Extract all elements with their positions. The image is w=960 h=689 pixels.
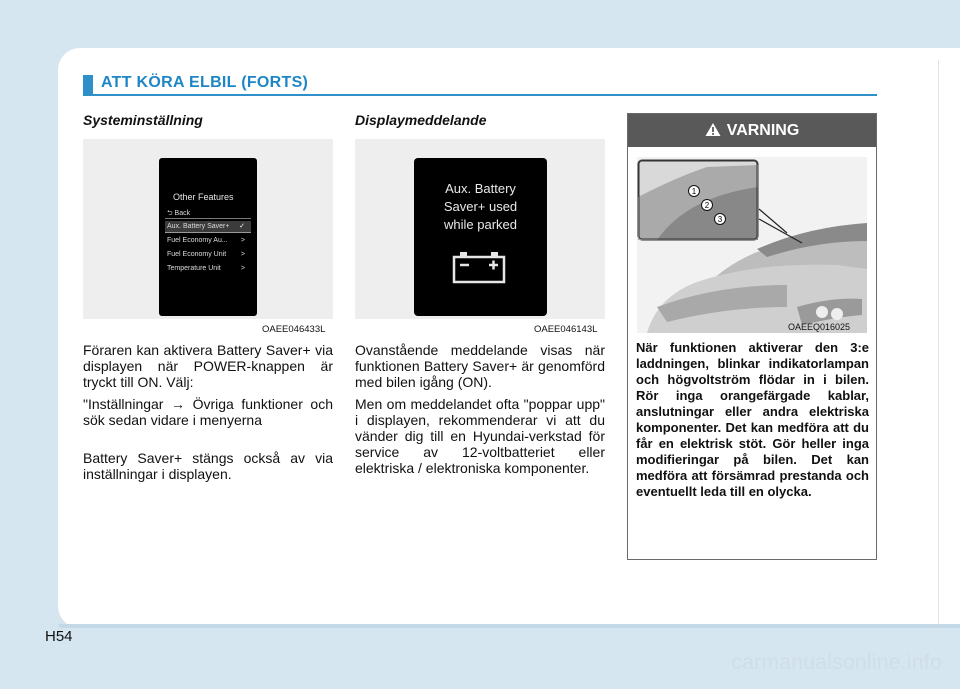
menu-item-fuel-economy-auto: Fuel Economy Au... > [167,237,245,244]
settings-figure [83,139,333,319]
section-marker [83,75,93,94]
menu-item-temperature-unit: Temperature Unit > [167,265,245,272]
left-paragraph: "Inställningar → Övriga funktioner och sök sedan vidare i menyerna [83,396,333,428]
menu-item-back: ⮌ Back [167,210,191,217]
middle-body [355,342,605,476]
page-edge-line [938,60,939,625]
left-paragraph: Föraren kan aktivera Battery Saver+ via displayen när POWER-knappen är tryckt till ON. Välj: [83,342,333,390]
middle-paragraph: Men om meddelandet ofta "poppar upp" i displayen, rekommenderar vi att du vänder dig till en Hyundai-verkstad för service av 12-voltbatteriet eller elektriska / elektroniska komponenter. [355,396,605,476]
section-title: ATT KÖRA ELBIL (FORTS) [101,74,309,91]
left-figure-code: OAEE046433L [262,324,326,335]
warning-figure-code: OAEEQ016025 [788,322,851,332]
left-paragraph: Battery Saver+ stängs också av via inställningar i displayen. [83,450,333,482]
left-body [83,342,333,482]
battery-icon [452,250,506,284]
section-rule [83,94,877,96]
left-heading: Systeminställning [83,112,203,128]
car-hood-illustration [637,157,867,333]
menu-item-fuel-economy-unit: Fuel Economy Unit > [167,251,245,258]
page-number: H54 [45,628,73,645]
watermark: carmanualsonline.info [731,651,942,674]
message-line: Aux. Battery [445,181,516,196]
message-figure [355,139,605,319]
middle-figure-code: OAEE046143L [534,324,598,335]
message-line: while parked [444,217,517,232]
menu-item-battery-saver: Aux. Battery Saver+ ✓ [165,221,251,233]
message-line: Saver+ used [443,199,518,214]
warning-header [628,114,876,147]
cluster-display [159,158,257,316]
cluster-display [414,158,547,316]
warning-title: VARNING [726,122,800,139]
callout-3: 3 [717,215,723,224]
callout-2: 2 [704,201,710,210]
warning-box [627,113,877,560]
callout-1: 1 [691,187,697,196]
warning-text: När funktionen aktiverar den 3:e laddningen, blinkar indikatorlampan och högvoltström flödar in i bilen. Rör inga orangefärgade kablar, anslutningar eller andra elektriska komponenter. Det kan medföra att du får en elektrisk stöt. Gör heller inga modifieringar på bilen. Det kan medföra att försämrad prestanda och eventuellt leda till en olycka. [636,340,869,499]
middle-paragraph: Ovanstående meddelande visas när funktionen Battery Saver+ är genomförd med bilen igång (ON). [355,342,605,390]
middle-heading: Displaymeddelande [355,112,487,128]
car-hood-figure [637,157,867,333]
menu-title: Other Features [173,192,234,202]
warning-icon [705,116,721,149]
